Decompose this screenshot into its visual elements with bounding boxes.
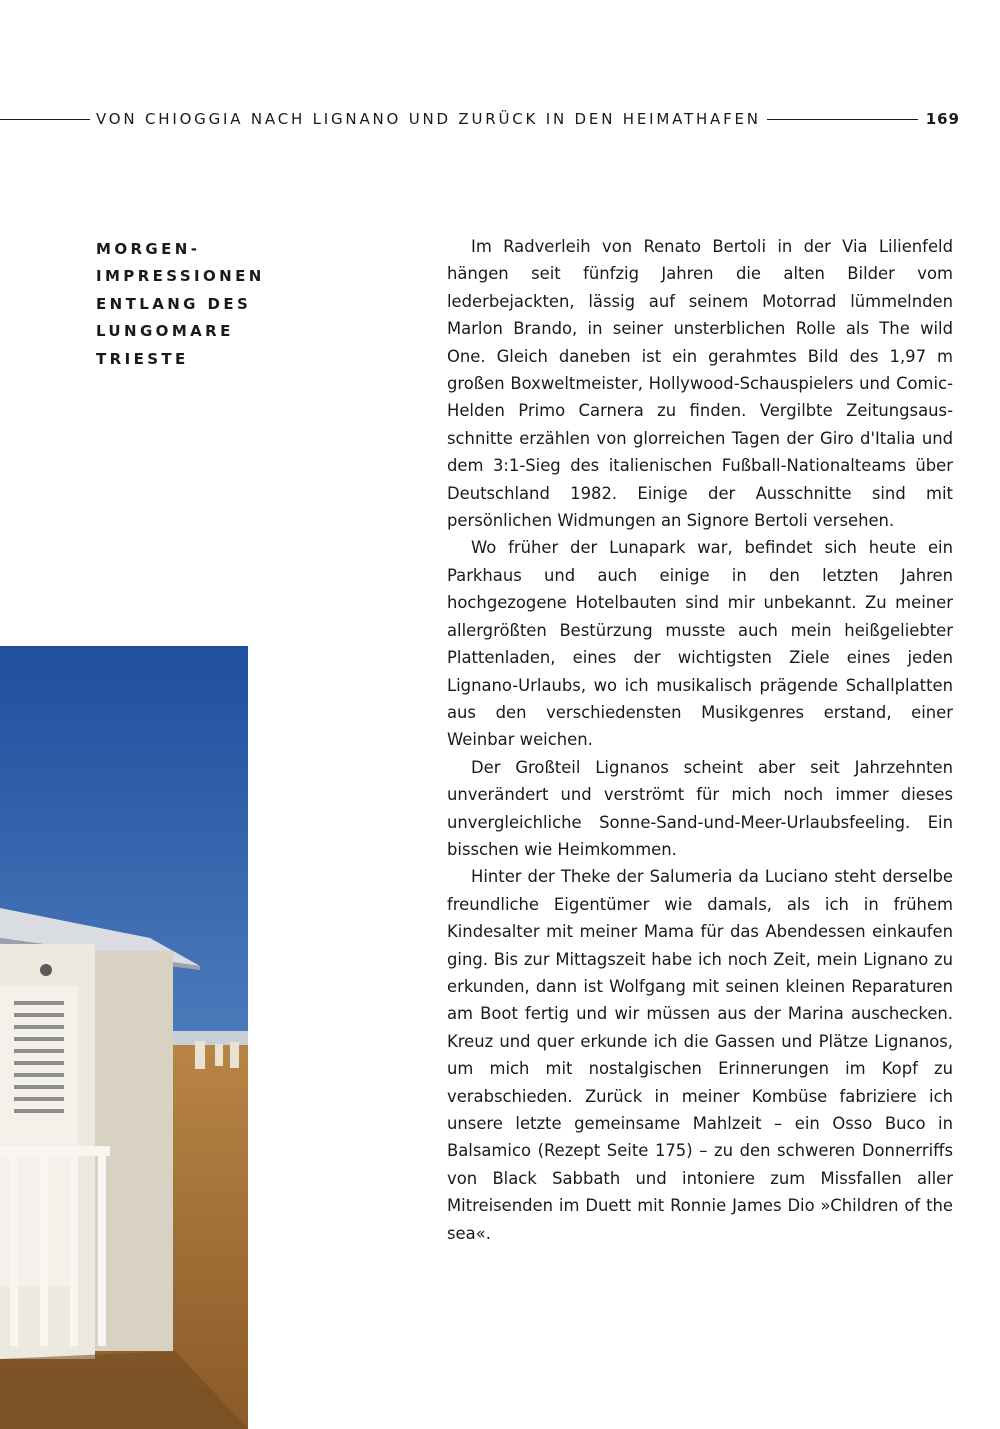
paragraph: Hinter der Theke der Salumeria da Luciano steht derselbe freundliche Eigentümer wie damals, als ich in frühem Kindesalter mit meiner Mama für das Abendessen einkaufen ging. Bis zur Mittagszeit habe ich noch Zeit, mein Lignano zu erkunden, dann ist Wolfgang mit seinen kleinen Reparaturen am Boot fertig und wir müssen aus der Marina auschecken. Kreuz und quer erkunde ich die Gassen und Plätze Lignanos, um mich mit nostalgischen Erinnerungen im Kopf zu verabschieden. Zurück in meiner Kombüse fabriziere ich unsere letzte gemeinsame Mahlzeit – ein Osso Buco in Balsamico (Rezept Seite 175) – zu den schweren Donnerriffs von Black Sabbath und intoniere zum Missfallen aller Mitreisenden im Duett mit Ronnie James Dio »Children of the sea«. — [447, 867, 953, 1243]
paragraph: Wo früher der Lunapark war, befindet sich heute ein Parkhaus und auch einige in den letzten Jahren hochgezogene Hotelbauten sind mir unbekannt. Zu meiner allergrößten Bestürzung musste auch mein heißgeliebter Plattenladen, eines der wichtigsten Ziele eines jeden Lignano-Urlaubs, wo ich musikalisch prägende Schallplatten aus den verschiedensten Musikgenres erstand, einer Weinbar weichen. — [447, 538, 953, 750]
running-head — [0, 106, 960, 132]
beach-cabin-illustration — [0, 646, 248, 1429]
body-text — [447, 233, 953, 1247]
chapter-title: VON CHIOGGIA NACH LIGNANO UND ZURÜCK IN DEN HEIMATHAFEN — [96, 110, 761, 128]
beach-cabin-photo — [0, 646, 248, 1429]
heading-line: ENTLANG DES — [96, 294, 252, 313]
paragraph: Der Großteil Lignanos scheint aber seit Jahrzehnten unverändert und verströmt für mich noch immer dieses unvergleichliche Sonne-Sand-und-Meer-Urlaubsfeeling. Ein bisschen wie Heimkommen. — [447, 757, 953, 859]
heading-line: TRIESTE — [96, 349, 189, 368]
heading-line: LUNGOMARE — [96, 322, 234, 341]
header-rule-right — [767, 119, 918, 120]
page-number: 169 — [925, 110, 960, 128]
heading-line: IMPRESSIONEN — [96, 267, 265, 286]
header-rule-left — [0, 119, 90, 120]
cabin-lamp — [40, 964, 52, 976]
umbrella-row — [195, 1041, 239, 1069]
paragraph: Im Radverleih von Renato Bertoli in der Via Lilienfeld hängen seit fünfzig Jahren die alten Bilder vom lederbejackten, lässig auf seinem Motorrad lümmelnden Marlon Brando, in seiner unsterblichen Rolle als The wild One. Gleich daneben ist ein gerahmtes Bild des 1,97 m großen Boxweltmeister, Hollywood-Schauspielers und Comic-Helden Primo Carnera zu finden. Vergilbte Zeitungsausschnitte erzählen von glorreichen Tagen der Giro d'Italia und dem 3:1-Sieg des italienischen Fußball-Nationalteams über Deutschland 1982. Einige der Ausschnitte sind mit persönlichen Widmungen an Signore Bertoli versehen. — [447, 237, 953, 531]
heading-line: MORGEN- — [96, 240, 201, 258]
section-heading — [96, 236, 296, 373]
